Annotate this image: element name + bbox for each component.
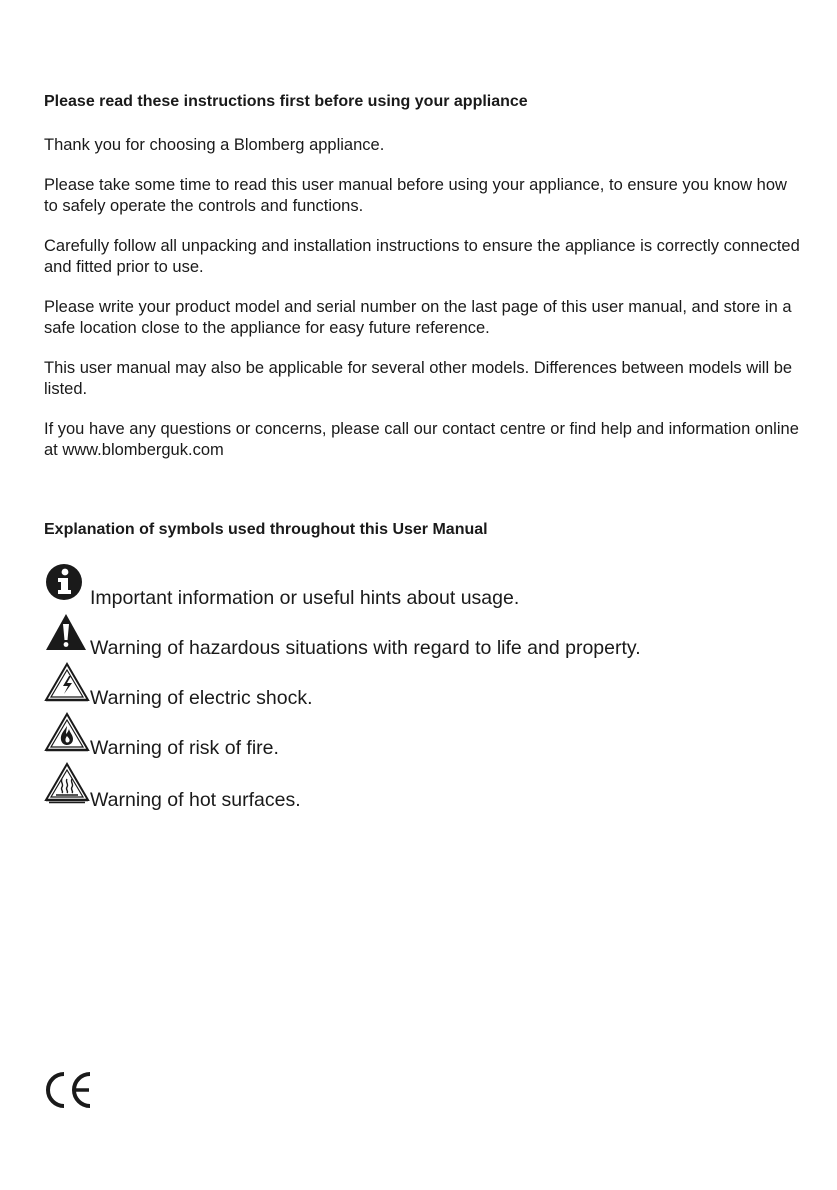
intro-heading: Please read these instructions first before using your appliance <box>44 93 528 110</box>
intro-paragraph: Please write your product model and serial number on the last page of this user manual, and store in a safe location close to the appliance for easy future reference. <box>44 298 792 337</box>
symbols-heading: Explanation of symbols used throughout this User Manual <box>44 521 488 538</box>
symbol-description: Warning of electric shock. <box>90 687 313 709</box>
symbol-row-warning <box>44 612 804 659</box>
symbol-row-fire-risk <box>44 712 804 759</box>
symbol-row-hot-surface <box>44 762 804 811</box>
symbol-description: Warning of risk of fire. <box>90 737 279 759</box>
electric-shock-icon <box>44 662 90 702</box>
symbol-description: Warning of hazardous situations with regard to life and property. <box>90 637 641 659</box>
ce-mark-icon <box>44 1070 96 1110</box>
intro-paragraph: If you have any questions or concerns, please call our contact centre or find help and information online at www.blomberguk.com <box>44 420 799 459</box>
intro-paragraph: Thank you for choosing a Blomberg appliance. <box>44 136 385 154</box>
symbol-description: Warning of hot surfaces. <box>90 789 301 811</box>
fire-risk-icon <box>44 712 90 752</box>
intro-paragraph: This user manual may also be applicable for several other models. Differences between models will be listed. <box>44 359 793 398</box>
symbol-row-electric-shock <box>44 662 804 709</box>
symbol-row-info <box>44 562 804 609</box>
intro-paragraph: Carefully follow all unpacking and installation instructions to ensure the appliance is correctly connected and fitted prior to use. <box>44 237 800 276</box>
info-icon <box>44 562 84 602</box>
intro-paragraph: Please take some time to read this user manual before using your appliance, to ensure you know how to safely operate the controls and functions. <box>44 176 787 215</box>
hot-surface-icon <box>44 762 90 804</box>
symbol-description: Important information or useful hints about usage. <box>90 587 520 609</box>
warning-icon <box>44 612 88 652</box>
